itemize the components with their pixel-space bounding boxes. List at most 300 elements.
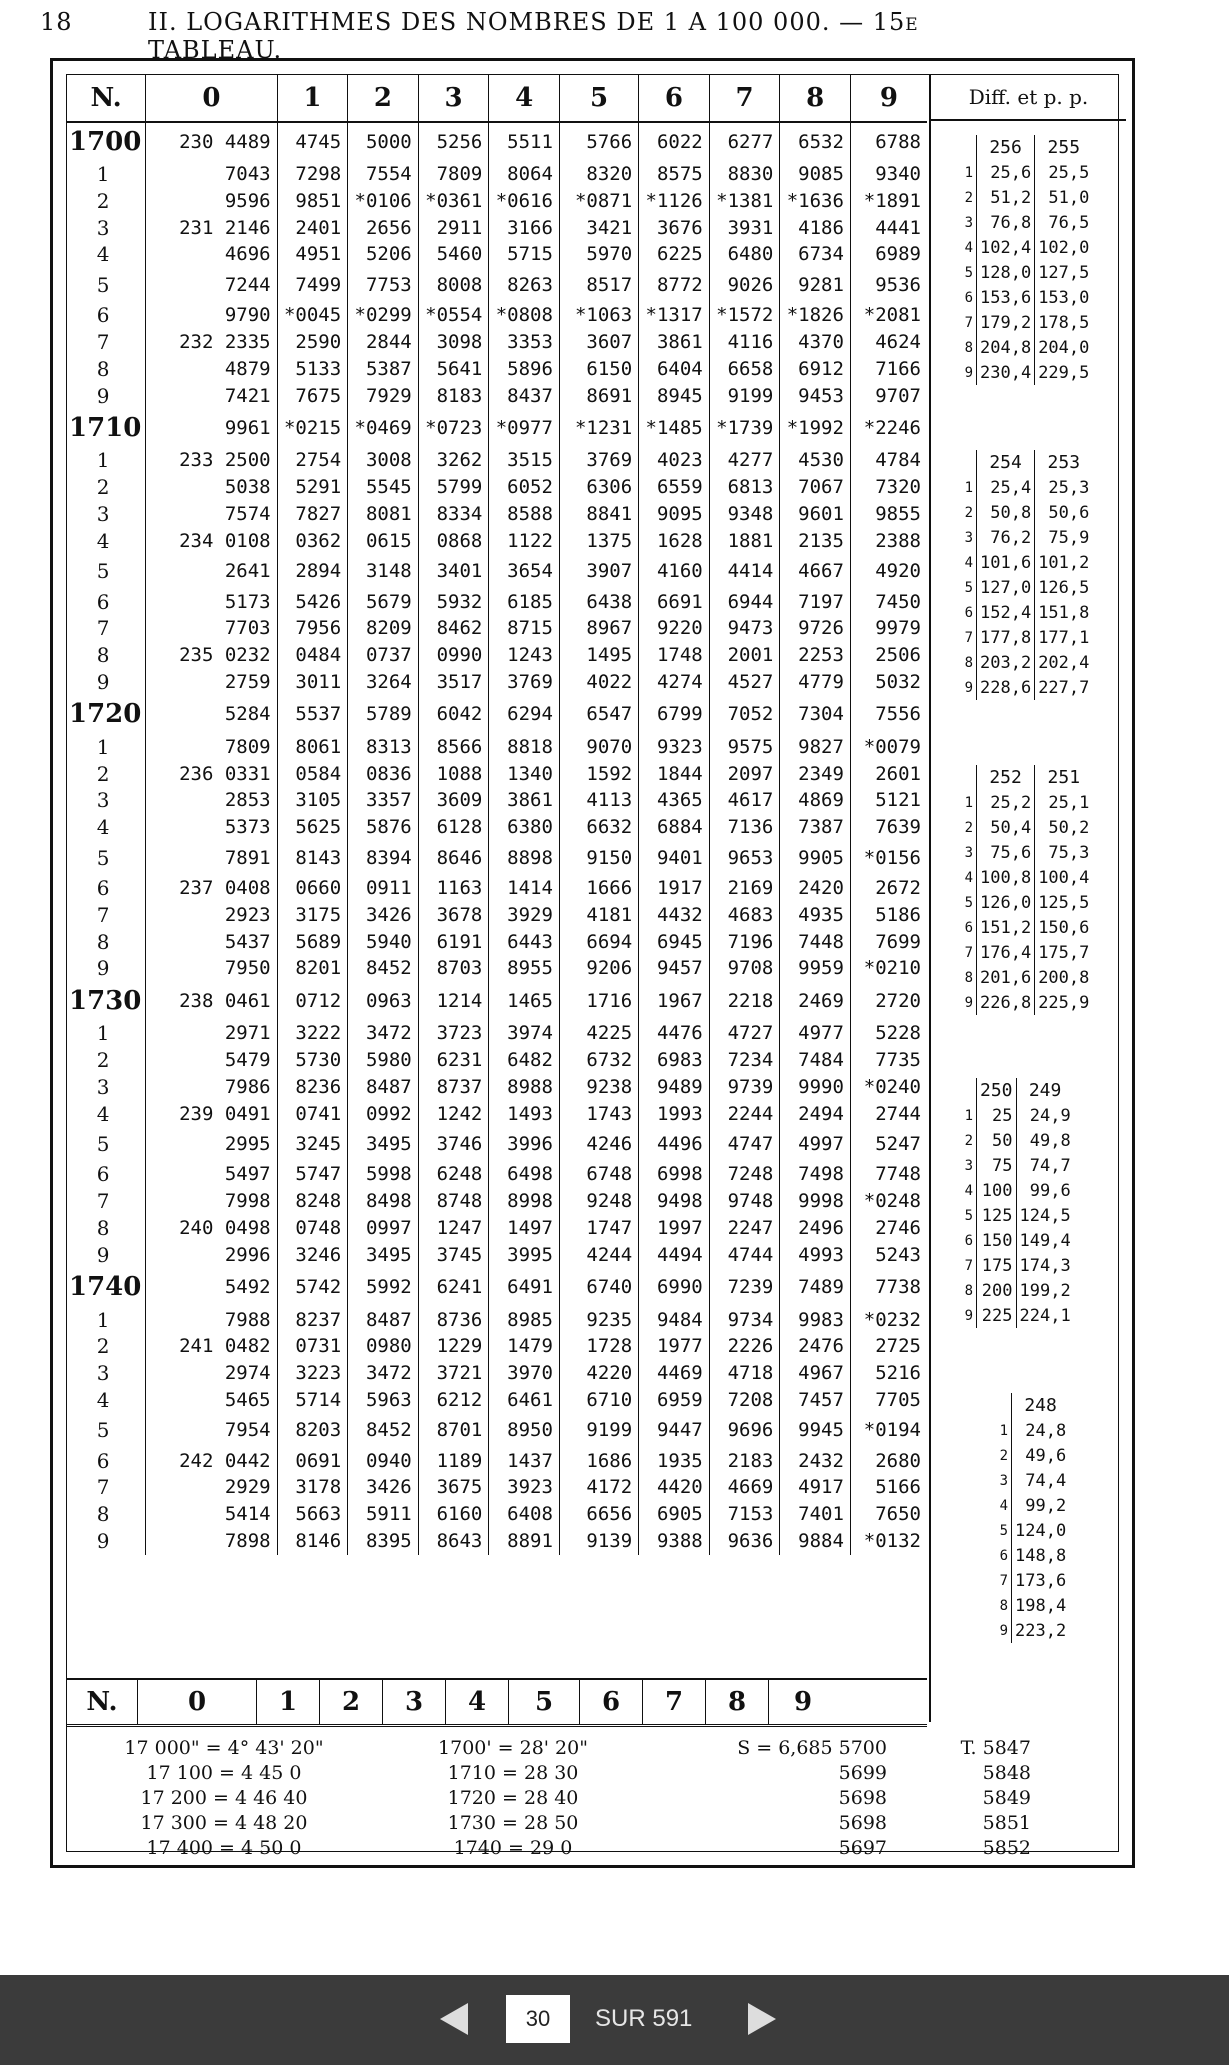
previous-page-icon[interactable] (440, 2003, 468, 2035)
pp-value: 50,6 (1035, 500, 1093, 525)
table-row (67, 122, 927, 161)
log-cell: 0992 (348, 1101, 419, 1128)
log-cell: 4432 (639, 902, 710, 929)
log-cell: 5256 (418, 122, 489, 161)
log-cell: 6559 (639, 474, 710, 501)
log-cell: 8950 (489, 1414, 560, 1448)
log-cell: 9851 (277, 188, 348, 215)
log-cell: 5799 (418, 474, 489, 501)
log-cell: 9139 (559, 1528, 638, 1555)
table-row (67, 615, 927, 642)
log-cell: 0980 (348, 1333, 419, 1360)
log-cell: 3245 (277, 1127, 348, 1161)
next-page-icon[interactable] (748, 2003, 776, 2035)
pp-digit: 1 (956, 475, 977, 500)
log-cell: 7954 (146, 1414, 277, 1448)
log-cell: 9855 (850, 501, 927, 528)
pp-value: 99,2 (1025, 1495, 1067, 1516)
log-cell: *0554 (418, 302, 489, 329)
log-cell: 7986 (146, 1074, 277, 1101)
log-cell: 9945 (780, 1414, 851, 1448)
pp-value: 25,2 (990, 792, 1032, 813)
table-inner (66, 74, 1119, 1859)
log-cell: 8988 (489, 1074, 560, 1101)
log-cell: 5992 (348, 1269, 419, 1307)
log-cell: 7450 (850, 589, 927, 616)
column-footer-5: 4 (445, 1680, 508, 1724)
log-cell: 5032 (850, 669, 927, 696)
log-cell: *0871 (559, 188, 638, 215)
table-row (67, 1020, 927, 1047)
row-number: 1 (96, 734, 110, 759)
log-cell: 4414 (709, 555, 780, 589)
log-cell: 7448 (780, 929, 851, 956)
log-cell: *0248 (850, 1188, 927, 1215)
log-cell: 2601 (850, 761, 927, 788)
log-cell: 7891 (146, 841, 277, 875)
log-cell: 8064 (489, 161, 560, 188)
log-cell: 3861 (639, 329, 710, 356)
pp-difference-head: 251 (1035, 765, 1093, 790)
pp-digit: 1 (956, 790, 977, 815)
log-cell: 2911 (418, 215, 489, 242)
column-footer-9: 8 (705, 1680, 768, 1724)
log-cell: 238 0461 (146, 982, 277, 1020)
pp-value: 128,0 (980, 262, 1032, 283)
log-cell: 9990 (780, 1074, 851, 1101)
page-header (40, 8, 1040, 64)
log-cell: 6694 (559, 929, 638, 956)
log-cell: 7052 (709, 696, 780, 734)
log-cell: 5663 (277, 1501, 348, 1528)
row-number: 2 (96, 1334, 110, 1359)
log-cell: 8588 (489, 501, 560, 528)
log-cell: 8830 (709, 161, 780, 188)
log-cell: 3745 (418, 1242, 489, 1269)
log-cell: 4667 (780, 555, 851, 589)
log-cell: 6306 (559, 474, 638, 501)
table-row (67, 356, 927, 383)
pp-digit: 2 (956, 185, 977, 210)
row-number: 4 (96, 1101, 110, 1126)
pp-digit: 4 (956, 865, 977, 890)
pp-value: 50 (992, 1130, 1013, 1151)
log-cell: 1592 (559, 761, 638, 788)
log-cell: 7387 (780, 814, 851, 841)
column-header-2: 1 (277, 75, 348, 122)
conversion-cell: 5698 (838, 1811, 887, 1834)
log-cell: 1479 (489, 1333, 560, 1360)
log-cell: 1881 (709, 528, 780, 555)
log-cell: 7705 (850, 1387, 927, 1414)
column-header-row (67, 75, 927, 122)
pp-value: 153,6 (980, 287, 1032, 308)
log-cell: 6241 (418, 1269, 489, 1307)
pp-value: 25 (992, 1105, 1013, 1126)
log-cell: 4023 (639, 447, 710, 474)
table-row (67, 1307, 927, 1334)
table-row (67, 215, 927, 242)
row-number: 7 (96, 902, 110, 927)
log-cell: 1935 (639, 1448, 710, 1475)
log-cell: 7153 (709, 1501, 780, 1528)
log-cell: 9238 (559, 1074, 638, 1101)
pp-digit: 5 (956, 890, 977, 915)
log-cell: 1414 (489, 875, 560, 902)
log-cell: 2996 (146, 1242, 277, 1269)
log-cell: 7827 (277, 501, 348, 528)
table-row (67, 1333, 927, 1360)
log-cell: 5730 (277, 1047, 348, 1074)
log-table (67, 75, 927, 1555)
log-cell: 5437 (146, 929, 277, 956)
pp-value: 200 (981, 1280, 1013, 1301)
log-cell: 4160 (639, 555, 710, 589)
log-cell: 2995 (146, 1127, 277, 1161)
log-cell: 4225 (559, 1020, 638, 1047)
log-cell: 0737 (348, 642, 419, 669)
log-cell: *2081 (850, 302, 927, 329)
log-cell: 9998 (780, 1188, 851, 1215)
log-cell: 9150 (559, 841, 638, 875)
log-cell: 0712 (277, 982, 348, 1020)
log-cell: 7043 (146, 161, 277, 188)
log-cell: 6884 (639, 814, 710, 841)
log-cell: 240 0498 (146, 1215, 277, 1242)
row-number: 7 (96, 1475, 110, 1500)
log-cell: 0836 (348, 761, 419, 788)
pp-value: 175,7 (1035, 940, 1093, 965)
row-number: 5 (96, 1418, 110, 1443)
conversion-cell: 17 400 = 4 50 0 (146, 1836, 302, 1859)
pp-value: 225 (981, 1305, 1013, 1326)
log-cell: *0808 (489, 302, 560, 329)
log-cell: 5545 (348, 474, 419, 501)
log-cell: 8081 (348, 501, 419, 528)
pp-value: 149,4 (1016, 1228, 1074, 1253)
log-cell: 8437 (489, 383, 560, 410)
log-cell: *0106 (348, 188, 419, 215)
log-cell: 5373 (146, 814, 277, 841)
log-cell: *0977 (489, 409, 560, 447)
pp-value: 230,4 (980, 362, 1032, 383)
log-cell: 9748 (709, 1188, 780, 1215)
log-cell: 0868 (418, 528, 489, 555)
log-cell: 6438 (559, 589, 638, 616)
log-cell: 3011 (277, 669, 348, 696)
table-row (67, 409, 927, 447)
log-cell: 8487 (348, 1307, 419, 1334)
log-cell: 3861 (489, 787, 560, 814)
log-cell: 8487 (348, 1074, 419, 1101)
column-header-6: 5 (559, 75, 638, 122)
log-cell: 2001 (709, 642, 780, 669)
log-cell: 233 2500 (146, 447, 277, 474)
pp-value: 51,0 (1035, 185, 1093, 210)
log-cell: 9596 (146, 188, 277, 215)
log-cell: 8772 (639, 268, 710, 302)
log-cell: 4370 (780, 329, 851, 356)
log-cell: 1716 (559, 982, 638, 1020)
table-row (67, 1074, 927, 1101)
log-cell: 5742 (277, 1269, 348, 1307)
log-cell: 1243 (489, 642, 560, 669)
log-cell: 8703 (418, 955, 489, 982)
log-cell: 2420 (780, 875, 851, 902)
row-number: 9 (96, 1242, 110, 1267)
log-cell: 7244 (146, 268, 277, 302)
column-header-4: 3 (418, 75, 489, 122)
log-cell: 4181 (559, 902, 638, 929)
log-cell: 9489 (639, 1074, 710, 1101)
log-cell: 2097 (709, 761, 780, 788)
table-row (67, 1101, 927, 1128)
log-cell: 0584 (277, 761, 348, 788)
log-cell: 6404 (639, 356, 710, 383)
conversion-row (67, 1835, 1043, 1860)
pp-value: 51,2 (990, 187, 1032, 208)
log-cell: 4920 (850, 555, 927, 589)
table-row (67, 1127, 927, 1161)
row-number: 8 (96, 643, 110, 668)
log-cell: 3178 (277, 1474, 348, 1501)
pp-digit: 6 (956, 600, 977, 625)
log-cell: 7639 (850, 814, 927, 841)
log-cell: 5766 (559, 122, 638, 161)
log-cell: 5387 (348, 356, 419, 383)
table-row (67, 1188, 927, 1215)
pp-spacer (991, 1393, 1012, 1418)
log-cell: 2923 (146, 902, 277, 929)
log-cell: 5173 (146, 589, 277, 616)
log-cell: 9726 (780, 615, 851, 642)
pp-value: 224,1 (1016, 1303, 1074, 1328)
pp-digit: 9 (956, 1303, 977, 1328)
log-cell: 4624 (850, 329, 927, 356)
table-row (67, 501, 927, 528)
table-row (67, 383, 927, 410)
pp-digit: 3 (991, 1468, 1012, 1493)
log-cell: 242 0442 (146, 1448, 277, 1475)
log-cell: 0748 (277, 1215, 348, 1242)
pp-digit: 2 (991, 1443, 1012, 1468)
log-cell: 4993 (780, 1242, 851, 1269)
column-footer-row (67, 1678, 927, 1727)
column-header-5: 4 (489, 75, 560, 122)
pp-value: 25,5 (1035, 160, 1093, 185)
page-number-input[interactable] (506, 1995, 570, 2043)
pp-value: 124,0 (1015, 1520, 1067, 1541)
log-cell: 2844 (348, 329, 419, 356)
log-cell: 9235 (559, 1307, 638, 1334)
log-cell: 4727 (709, 1020, 780, 1047)
log-cell: 2469 (780, 982, 851, 1020)
row-number: 1 (96, 1307, 110, 1332)
log-cell: 3353 (489, 329, 560, 356)
pp-value: 50,2 (1035, 815, 1093, 840)
pp-digit: 5 (956, 575, 977, 600)
log-cell: 7956 (277, 615, 348, 642)
log-cell: *1063 (559, 302, 638, 329)
log-cell: 7136 (709, 814, 780, 841)
log-cell: 0484 (277, 642, 348, 669)
proportional-parts-group (956, 1078, 1111, 1328)
log-cell: 2401 (277, 215, 348, 242)
table-row (67, 589, 927, 616)
log-cell: 5911 (348, 1501, 419, 1528)
log-cell: 9248 (559, 1188, 638, 1215)
log-cell: 3517 (418, 669, 489, 696)
pp-value: 226,8 (980, 992, 1032, 1013)
log-cell: 5715 (489, 241, 560, 268)
pp-value: 229,5 (1035, 360, 1093, 385)
pp-digit: 8 (991, 1593, 1012, 1618)
log-cell: 1340 (489, 761, 560, 788)
pp-value: 150 (981, 1230, 1013, 1251)
row-number: 5 (96, 845, 110, 870)
log-cell: 2349 (780, 761, 851, 788)
log-cell: 3472 (348, 1020, 419, 1047)
conversion-row (67, 1810, 1043, 1835)
log-cell: 3472 (348, 1360, 419, 1387)
pp-difference-head: 252 (989, 767, 1022, 788)
row-number: 3 (96, 1074, 110, 1099)
pp-value: 204,8 (980, 337, 1032, 358)
log-cell: 7675 (277, 383, 348, 410)
pp-value: 126,0 (980, 892, 1032, 913)
row-number: 5 (96, 1131, 110, 1156)
log-cell: 9484 (639, 1307, 710, 1334)
column-footer-3: 2 (319, 1680, 382, 1724)
log-cell: 3974 (489, 1020, 560, 1047)
log-cell: 8736 (418, 1307, 489, 1334)
pp-value: 101,6 (980, 552, 1032, 573)
table-row (67, 841, 927, 875)
proportional-parts-group (991, 1393, 1146, 1643)
table-row (67, 814, 927, 841)
pp-digit: 3 (956, 210, 977, 235)
log-cell: 3654 (489, 555, 560, 589)
pp-digit: 5 (956, 1203, 977, 1228)
table-row (67, 1448, 927, 1475)
log-cell: 7574 (146, 501, 277, 528)
log-cell: 2725 (850, 1333, 927, 1360)
log-cell: 2680 (850, 1448, 927, 1475)
conversion-cell: S = 6,685 5700 (737, 1736, 887, 1759)
log-cell: 5121 (850, 787, 927, 814)
pp-value: 203,2 (980, 652, 1032, 673)
conversion-cell: T. 5847 (960, 1736, 1031, 1759)
log-cell: 4683 (709, 902, 780, 929)
row-number: 1 (96, 162, 110, 186)
log-cell: 6408 (489, 1501, 560, 1528)
pp-digit: 8 (956, 1278, 977, 1303)
log-cell: 9979 (850, 615, 927, 642)
log-cell: 5133 (277, 356, 348, 383)
pp-digit: 2 (956, 1128, 977, 1153)
log-cell: 7421 (146, 383, 277, 410)
log-cell: 6990 (639, 1269, 710, 1307)
row-number: 3 (96, 215, 110, 240)
log-cell: 4246 (559, 1127, 638, 1161)
pp-value: 76,2 (990, 527, 1032, 548)
log-cell: 1495 (559, 642, 638, 669)
pp-value: 225,9 (1035, 990, 1093, 1015)
log-cell: 9884 (780, 1528, 851, 1555)
row-number: 2 (96, 188, 110, 213)
log-cell: 3769 (559, 447, 638, 474)
log-cell: 5414 (146, 1501, 277, 1528)
log-cell: 4744 (709, 1242, 780, 1269)
log-cell: 4669 (709, 1474, 780, 1501)
log-cell: 0731 (277, 1333, 348, 1360)
log-table-body (67, 122, 927, 1555)
log-cell: *0045 (277, 302, 348, 329)
log-cell: *1381 (709, 188, 780, 215)
table-row (67, 1360, 927, 1387)
pp-value: 199,2 (1016, 1278, 1074, 1303)
log-cell: 5980 (348, 1047, 419, 1074)
table-row (67, 696, 927, 734)
table-row (67, 642, 927, 669)
table-row (67, 982, 927, 1020)
row-number: 1730 (69, 985, 142, 1016)
row-number: 8 (96, 1502, 110, 1527)
conversion-cell: 5851 (982, 1811, 1031, 1834)
log-cell: 6480 (709, 241, 780, 268)
log-cell: 6945 (639, 929, 710, 956)
log-cell: 3008 (348, 447, 419, 474)
log-cell: 230 4489 (146, 122, 277, 161)
conversion-cell: 1710 = 28 30 (447, 1761, 579, 1784)
pp-digit: 5 (991, 1518, 1012, 1543)
log-cell: 0997 (348, 1215, 419, 1242)
log-cell: 6461 (489, 1387, 560, 1414)
pp-value: 49,8 (1016, 1128, 1074, 1153)
log-cell: 2971 (146, 1020, 277, 1047)
row-number: 8 (96, 356, 110, 381)
log-cell: 9707 (850, 383, 927, 410)
log-cell: 9601 (780, 501, 851, 528)
log-cell: 3246 (277, 1242, 348, 1269)
log-cell: 2929 (146, 1474, 277, 1501)
pp-value: 127,0 (980, 577, 1032, 598)
log-cell: 9453 (780, 383, 851, 410)
pp-spacer (956, 135, 977, 160)
table-row (67, 1242, 927, 1269)
log-cell: 2744 (850, 1101, 927, 1128)
row-number: 8 (96, 929, 110, 954)
log-cell: 9734 (709, 1307, 780, 1334)
log-cell: 8395 (348, 1528, 419, 1555)
log-cell: 7556 (850, 696, 927, 734)
log-cell: 5747 (277, 1161, 348, 1188)
conversion-cell: 1730 = 28 50 (447, 1811, 579, 1834)
log-cell: 7950 (146, 955, 277, 982)
column-header-7: 6 (639, 75, 710, 122)
log-cell: 5497 (146, 1161, 277, 1188)
log-cell: 5511 (489, 122, 560, 161)
log-cell: 6944 (709, 589, 780, 616)
log-cell: 6294 (489, 696, 560, 734)
conversion-cell: 17 200 = 4 46 40 (140, 1786, 308, 1809)
log-cell: *0469 (348, 409, 419, 447)
log-cell: 7196 (709, 929, 780, 956)
pp-difference-head: 255 (1035, 135, 1093, 160)
table-row (67, 875, 927, 902)
log-cell: 4718 (709, 1360, 780, 1387)
row-number: 3 (96, 788, 110, 813)
